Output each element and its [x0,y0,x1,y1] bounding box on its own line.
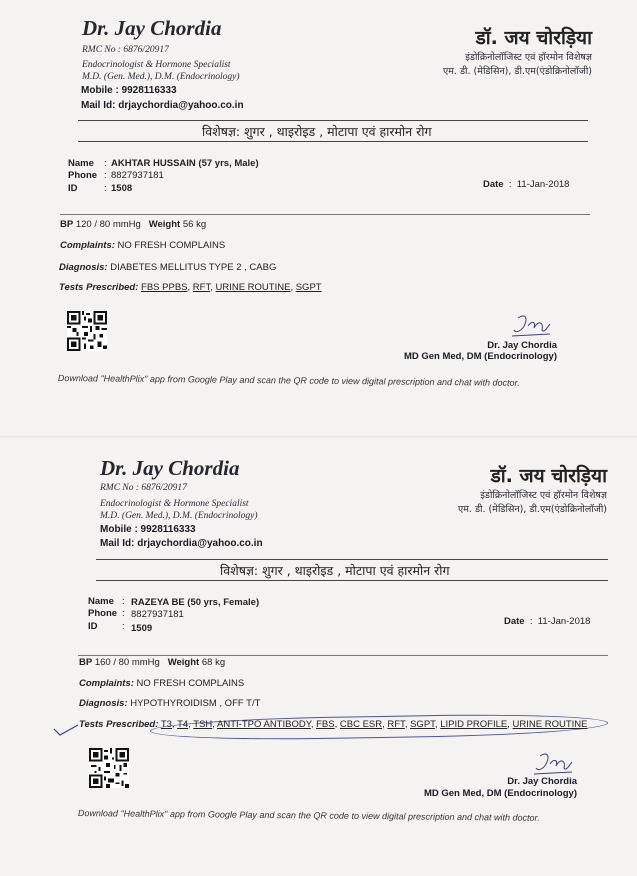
doctor-role-hindi: इंडोक्रिनोलॉजिस्ट एवं हॉरमोन विशेषज्ञ [465,52,592,63]
test-item: URINE ROUTINE [512,719,588,730]
specialty-line: विशेषज्ञ: शुगर , थाइरोइड , मोटापा एवं हारमोन रोग [220,563,450,578]
patient-id: 1509 [131,623,153,634]
rmc-number: RMC No : 6876/20917 [82,45,169,55]
specialty-rule [96,580,608,581]
doctor-role: Endocrinologist & Hormone Specialist [100,499,249,509]
doctor-mobile: Mobile : 9928116333 [100,524,196,535]
doctor-qual-hindi: एम. डी. (मेडिसिन), डी.एम(एंडोक्रिनोलॉजी) [458,504,607,515]
patient-phone-label: Phone [88,608,118,619]
bp-label: BP [79,657,93,668]
diagnosis-label: Diagnosis: [79,698,128,709]
colon: : [104,158,107,169]
diagnosis-label: Diagnosis: [59,262,108,273]
date-value: 11-Jan-2018 [537,616,591,627]
doctor-role: Endocrinologist & Hormone Specialist [82,60,231,70]
tests-row: Tests Prescribed: FBS PPBS, RFT, URINE ROUTINE, SGPT [59,282,322,293]
prescription-sheet-2 [0,438,637,876]
diagnosis-value: DIABETES MELLITUS TYPE 2 , CABG [110,262,277,273]
date-row: Date : 11-Jan-2018 [504,616,591,627]
signature-doctor-qual: MD Gen Med, DM (Endocrinology) [403,351,557,362]
doctor-email: Mail Id: drjaychordia@yahoo.co.in [81,100,244,111]
doctor-qualifications: M.D. (Gen. Med.), D.M. (Endocrinology) [100,511,258,521]
signature-doctor-qual: MD Gen Med, DM (Endocrinology) [423,788,577,799]
patient-phone-label: Phone [68,170,98,181]
doctor-email: Mail Id: drjaychordia@yahoo.co.in [100,538,263,549]
colon: : [122,596,125,607]
weight-label: Weight [167,657,200,668]
diagnosis-row [59,262,276,273]
bp-value: 160 / 80 mmHg [94,657,160,668]
bp-value: 120 / 80 mmHg [75,219,141,230]
test-item: SGPT [410,719,435,730]
doctor-name: Dr. Jay Chordia [100,456,240,480]
tests-row: Tests Prescribed: T3, T4, TSH, ANTI-TPO ANTIBODY, FBS, CBC ESR, RFT, SGPT, LIPID PROFILE, URINE ROUTINE [79,719,588,730]
doctor-name-hindi: डॉ. जय चोरड़िया [490,465,607,487]
colon: : [104,170,107,181]
signature-image [532,750,577,778]
test-item: SGPT [295,282,322,293]
test-item: LIPID PROFILE [440,719,508,730]
signature-doctor-name: Dr. Jay Chordia [487,340,557,351]
doctor-role-hindi: इंडोक्रिनोलॉजिस्ट एवं हॉरमोन विशेषज्ञ [480,490,607,501]
vitals-rule [60,214,590,215]
footer-note: Download "HealthPlix" app from Google Play and scan the QR code to view digital prescription and chat with doctor. [77,808,540,823]
colon: : [122,608,125,619]
doctor-name: Dr. Jay Chordia [82,16,222,40]
footer-note: Download "HealthPlix" app from Google Play and scan the QR code to view digital prescription and chat with doctor. [57,373,520,388]
date-label: Date [483,179,504,190]
doctor-qualifications: M.D. (Gen. Med.), D.M. (Endocrinology) [82,72,240,82]
weight-value: 68 kg [201,657,226,668]
weight-value: 56 kg [182,219,207,230]
colon: : [104,183,107,194]
tests-label: Tests Prescribed: [79,719,159,730]
specialty-line: विशेषज्ञ: शुगर , थाइरोइड , मोटापा एवं हारमोन रोग [202,124,432,139]
complaints-value: NO FRESH COMPLAINS [136,678,245,689]
date-value: 11-Jan-2018 [516,179,570,190]
qr-code [89,748,129,788]
diagnosis-value: HYPOTHYROIDISM , OFF T/T [130,698,261,709]
patient-phone: 8827937181 [111,170,164,181]
patient-id: 1508 [111,183,133,194]
test-item: RFT [387,719,405,730]
patient-name-label: Name [88,596,114,607]
vitals-row [60,219,206,230]
patient-name-label: Name [68,158,94,169]
test-item: URINE ROUTINE [215,282,291,293]
bp-label: BP [60,219,74,230]
complaints-label: Complaints: [60,240,115,251]
patient-id-label: ID [68,183,78,194]
tests-label: Tests Prescribed: [59,282,139,293]
weight-label: Weight [148,219,181,230]
complaints-value: NO FRESH COMPLAINS [117,240,226,251]
vitals-row [79,657,225,668]
vitals-rule [78,655,608,656]
test-item: FBS PPBS [141,282,188,293]
test-item: T3 [160,719,172,730]
patient-id-label: ID [88,621,98,632]
complaints-row [79,678,244,689]
test-item: TSH [193,719,213,730]
test-item: T4 [177,719,189,730]
test-item: CBC ESR [339,719,383,730]
colon: : [122,621,125,632]
date-label: Date [504,616,525,627]
patient-name: AKHTAR HUSSAIN (57 yrs, Male) [111,158,259,169]
qr-code [67,311,107,351]
test-item: FBS [316,719,335,730]
complaints-label: Complaints: [79,678,134,689]
signature-doctor-name: Dr. Jay Chordia [507,776,577,787]
doctor-mobile: Mobile : 9928116333 [81,85,177,96]
signature-image [510,312,555,340]
test-item: RFT [192,282,211,293]
doctor-qual-hindi: एम. डी. (मेडिसिन), डी.एम(एंडोक्रिनोलॉजी) [443,66,592,77]
complaints-row [60,240,225,251]
patient-name: RAZEYA BE (50 yrs, Female) [131,597,260,608]
diagnosis-row [79,698,260,709]
patient-phone: 8827937181 [131,609,184,620]
header-rule [78,120,588,121]
test-item: ANTI-TPO ANTIBODY [217,719,311,730]
doctor-name-hindi: डॉ. जय चोरड़िया [475,27,592,49]
pen-tick-mark [52,723,80,737]
date-row: Date : 11-Jan-2018 [483,179,570,190]
specialty-rule [78,141,588,142]
header-rule [96,559,608,560]
rmc-number: RMC No : 6876/20917 [100,483,187,493]
